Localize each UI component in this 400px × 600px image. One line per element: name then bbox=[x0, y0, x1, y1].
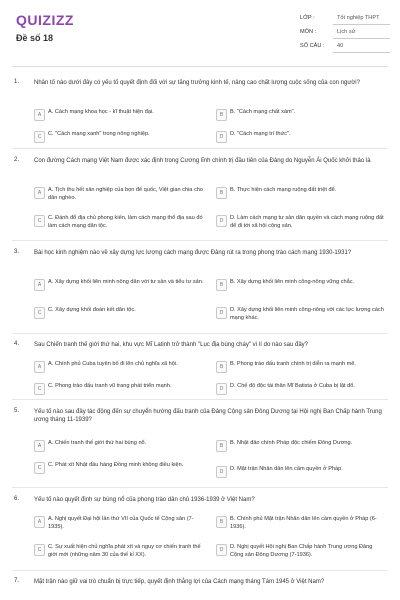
option-badge: A bbox=[34, 361, 45, 373]
question-divider bbox=[12, 240, 388, 241]
option-badge: D bbox=[216, 544, 227, 556]
question-divider bbox=[12, 148, 388, 149]
option-badge: B bbox=[216, 187, 227, 199]
option-text: A. Xây dựng khối liên minh nông dân với tư sản và tiểu tư sản. bbox=[48, 279, 204, 285]
option-badge: B bbox=[216, 109, 227, 121]
option-text: D. Mặt trận Nhân dân lên cầm quyền ở Pháp. bbox=[230, 466, 343, 472]
quizizz-logo: QUIZIZZ bbox=[16, 12, 74, 28]
page-header bbox=[0, 0, 400, 62]
question-number: 6. bbox=[14, 496, 20, 502]
option-text: D. Nghị quyết Hội nghị Ban Chấp hành Trung ương Đảng Cộng sản Đông Dương (7-1936). bbox=[230, 544, 373, 558]
question-text: Nhân tố nào dưới đây có yếu tố quyết định đối với sự tăng trưởng kinh tế, nâng cao chất lượng cuộc sống của con người? bbox=[34, 80, 360, 86]
question-number: 5. bbox=[14, 408, 20, 414]
question-text: Con đường Cách mạng Việt Nam được xác định trong Cương lĩnh chính trị đầu tiên của Đảng do Nguyễn Ái Quốc khởi thảo là bbox=[34, 158, 371, 164]
option-badge: B bbox=[216, 279, 227, 291]
meta-row-count bbox=[300, 43, 390, 57]
option-text: A. Tịch thu hết sản nghiệp của bọn đế quốc, Việt gian chia cho dân nghèo. bbox=[48, 187, 203, 201]
option-badge: C bbox=[34, 383, 45, 395]
option-text: B. "Cách mạng chất xám". bbox=[230, 109, 296, 115]
meta-value: Tốt nghiệp THPT bbox=[337, 15, 380, 21]
option-badge: B bbox=[216, 516, 227, 528]
option-badge: A bbox=[34, 516, 45, 528]
question-text: Sau Chiến tranh thế giới thứ hai, khu vực Mĩ Latinh trở thành "Lục địa bùng cháy" vì lí do nào sau đây? bbox=[34, 342, 308, 348]
option-text: C. Sự xuất hiện chủ nghĩa phát xít và nguy cơ chiến tranh thế giới mới (những năm 30 của thế kỉ XX). bbox=[48, 544, 201, 558]
option-badge: C bbox=[34, 462, 45, 474]
option-text: B. Thực hiện cách mạng ruộng đất triệt để. bbox=[230, 187, 337, 193]
option-badge: D bbox=[216, 215, 227, 227]
option-text: D. "Cách mạng trí thức". bbox=[230, 131, 291, 137]
option-text: A. Chính phủ Cuba tuyên bố đi lên chủ nghĩa xã hội. bbox=[48, 361, 178, 367]
option-text: C. Phát xít Nhật đầu hàng Đồng minh không điều kiện. bbox=[48, 462, 184, 468]
option-badge: A bbox=[34, 279, 45, 291]
option-text: B. Chính phủ Mặt trận Nhân dân lên cầm quyền ở Pháp (6-1936). bbox=[230, 516, 377, 530]
option-text: C. "Cách mạng xanh" trong nông nghiệp. bbox=[48, 131, 150, 137]
question-number: 3. bbox=[14, 249, 20, 255]
option-text: A. Nghị quyết Đại hội lần thứ VII của Quốc tế Cộng sản (7-1935). bbox=[48, 516, 194, 530]
meta-value: Lịch sử bbox=[337, 29, 356, 35]
meta-underline bbox=[333, 38, 390, 39]
option-text: B. Xây dựng khối liên minh công-nông vững chắc. bbox=[230, 279, 355, 285]
meta-underline bbox=[333, 24, 390, 25]
option-badge: A bbox=[34, 187, 45, 199]
question-divider bbox=[12, 487, 388, 488]
option-badge: A bbox=[34, 440, 45, 452]
meta-row-subject bbox=[300, 29, 390, 43]
question-divider bbox=[12, 333, 388, 334]
question-text: Yếu tố nào sau đây tác động đến sự chuyển hướng đấu tranh của Đảng Cộng sản Đông Dương tại Hội nghị Ban Chấp hành Trung ương tháng 11-1939? bbox=[34, 409, 382, 424]
option-text: C. Đánh đổ địa chủ phong kiến, làm cách mạng thổ địa sau đó làm cách mạng dân tộc. bbox=[48, 215, 203, 229]
exam-meta bbox=[300, 15, 390, 57]
option-badge: C bbox=[34, 215, 45, 227]
option-badge: D bbox=[216, 131, 227, 143]
exam-title: Đề số 18 bbox=[16, 33, 54, 43]
option-badge: D bbox=[216, 383, 227, 395]
option-badge: D bbox=[216, 307, 227, 319]
option-text: B. Phong trào đấu tranh chính trị diễn ra mạnh mẽ. bbox=[230, 361, 356, 367]
option-text: D. Xây dựng khối liên minh công-nông với các lực lượng cách mạng khác. bbox=[230, 307, 384, 321]
question-text: Yếu tố nào quyết định sự bùng nổ của phong trào dân chủ 1936-1939 ở Việt Nam? bbox=[34, 497, 255, 503]
option-badge: C bbox=[34, 131, 45, 143]
option-text: C. Phong trào đấu tranh vũ trang phát triển mạnh. bbox=[48, 383, 172, 389]
question-number: 7. bbox=[14, 578, 20, 584]
question-number: 4. bbox=[14, 341, 20, 347]
option-badge: B bbox=[216, 361, 227, 373]
question-divider bbox=[12, 570, 388, 571]
question-text: Bài học kinh nghiệm nào về xây dựng lực lượng cách mạng được Đảng rút ra trong phong trào cách mạng 1930-1931? bbox=[34, 250, 352, 256]
meta-underline bbox=[333, 52, 390, 53]
option-badge: B bbox=[216, 440, 227, 452]
meta-key: MÔN : bbox=[300, 29, 317, 35]
option-badge: C bbox=[34, 544, 45, 556]
header-divider bbox=[12, 66, 388, 67]
option-badge: C bbox=[34, 307, 45, 319]
option-text: A. Chiến tranh thế giới thứ hai bùng nổ. bbox=[48, 440, 147, 446]
option-text: B. Nhật đảo chính Pháp độc chiếm Đông Dương. bbox=[230, 440, 353, 446]
meta-key: SỐ CÂU : bbox=[300, 43, 325, 49]
option-badge: D bbox=[216, 466, 227, 478]
question-text: Mặt trận nào giữ vai trò chuẩn bị trực tiếp, quyết định thắng lợi của Cách mạng tháng Tám 1945 ở Việt Nam? bbox=[34, 579, 325, 585]
option-text: D. Làm cách mạng tư sản dân quyền và cách mạng ruộng đất để đi tới xã hội cộng sản. bbox=[230, 215, 384, 229]
meta-key: LỚP : bbox=[300, 15, 315, 21]
question-number: 2. bbox=[14, 157, 20, 163]
meta-value: 40 bbox=[337, 43, 344, 49]
question-number: 1. bbox=[14, 79, 20, 85]
option-badge: A bbox=[34, 109, 45, 121]
option-text: D. Chế độ độc tài thân Mĩ Batista ở Cuba bị lật đổ. bbox=[230, 383, 355, 389]
option-text: C. Xây dựng khối đoàn kết dân tộc. bbox=[48, 307, 136, 313]
question-divider bbox=[12, 399, 388, 400]
meta-row-class bbox=[300, 15, 390, 29]
option-text: A. Cách mạng khoa học - kĩ thuật hiện đại. bbox=[48, 109, 154, 115]
